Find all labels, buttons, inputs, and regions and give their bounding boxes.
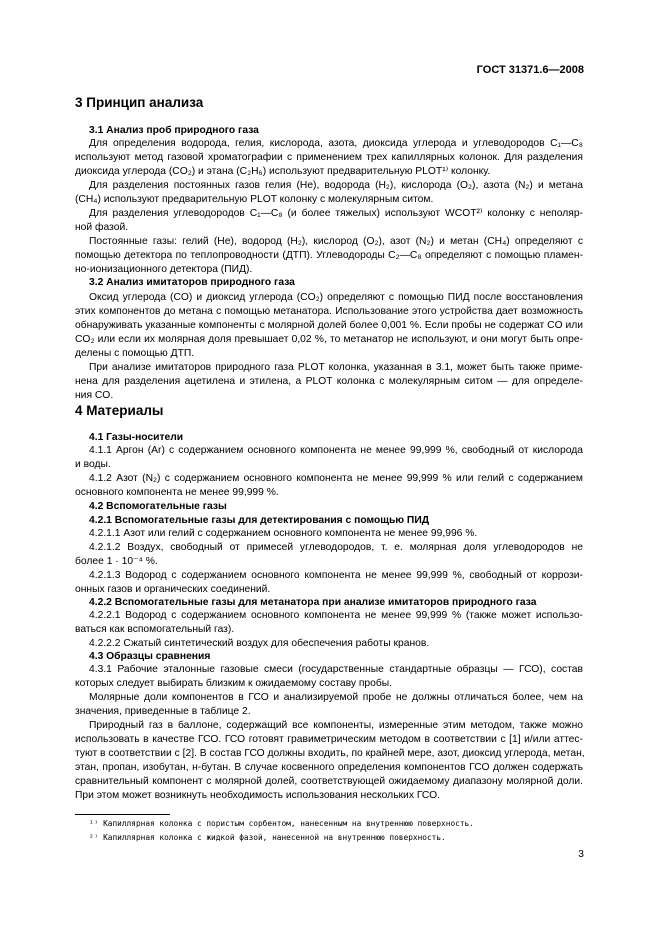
subsection-4-3-title: 4.3 Образцы сравнения — [89, 651, 211, 662]
subsection-4-2-title: 4.2 Вспомогательные газы — [89, 501, 227, 512]
subsection-4-1-title: 4.1 Газы-носители — [89, 432, 184, 443]
document-header: ГОСТ 31371.6—2008 — [476, 64, 584, 76]
paragraph-line: (CH₄) используют предварительную PLOT колонку с молекулярным ситом. — [75, 194, 434, 205]
subsection-3-1-title: 3.1 Анализ проб природного газа — [89, 125, 259, 136]
paragraph-line: Оксид углерода (CO) и диоксид углерода (CO₂) определяют с помощью ПИД после восстановления — [89, 292, 583, 303]
paragraph-line: 4.2.2.1 Водород с содержанием основного компонента не менее 99,999 % (также может использо- — [89, 610, 583, 621]
footnote-separator — [75, 814, 170, 815]
paragraph-line: ния CO. — [75, 390, 114, 401]
paragraph-line: Постоянные газы: гелий (He), водород (H₂), кислород (O₂), азот (N₂) и метан (CH₄) определяют с — [89, 236, 583, 247]
paragraph-line: 4.2.1.3 Водород с содержанием основного компонента не менее 99,999 %, свободный от коррози- — [89, 570, 583, 581]
paragraph-line: При анализе имитаторов природного газа PLOT колонка, указанная в 3.1, может быть также приме- — [89, 362, 583, 373]
paragraph-line: которых следует выбирать близким к ожидаемому составу пробы. — [75, 678, 393, 689]
paragraph-line: Природный газ в баллоне, содержащий все компоненты, измеренные этим методом, также можно — [89, 720, 583, 731]
paragraph-line: сравнительный компонент с молярной долей, соответствующей ожидаемому диапазону молярной доли. — [75, 776, 583, 787]
paragraph-line: используют метод газовой хроматографии с применением трех капиллярных колонок. Для разделения — [75, 152, 583, 163]
paragraph-line: использовать в качестве ГСО. ГСО готовят гравиметрическим методом в соответствии с [1] и/или аттес- — [75, 734, 583, 745]
paragraph-line: CO₂ или если их молярная доля превышает 0,02 %, то метанатор не используют, и они могут быть опре- — [75, 334, 583, 345]
paragraph-line: 4.1.1 Аргон (Ar) с содержанием основного компонента не менее 99,999 %, свободный от кислорода — [89, 445, 583, 456]
paragraph-line: более 1 · 10⁻⁴ %. — [75, 556, 158, 567]
paragraph-line: диоксида углерода (CO₂) и этана (C₂H₆) используют предварительную PLOT¹⁾ колонку. — [75, 166, 491, 177]
page-number: 3 — [578, 848, 584, 860]
subsection-3-2-title: 3.2 Анализ имитаторов природного газа — [89, 277, 295, 288]
subsection-4-2-1-title: 4.2.1 Вспомогательные газы для детектирования с помощью ПИД — [89, 515, 430, 526]
footnote-2: ²⁾ Капиллярная колонка с жидкой фазой, нанесенной на внутреннюю поверхность. — [89, 833, 446, 842]
paragraph-line: и воды. — [75, 459, 111, 470]
paragraph-line: нена для разделения ацетилена и этилена, а PLOT колонка с молекулярным ситом — для определе- — [75, 376, 583, 387]
paragraph-line: При этом может возникнуть необходимость использования нескольких ГСО. — [75, 790, 441, 801]
paragraph-line: но-ионизационного детектора (ПИД). — [75, 264, 253, 275]
paragraph-line: делены с помощью ДТП. — [75, 348, 195, 359]
paragraph-line: Для определения водорода, гелия, кислорода, азота, диоксида углерода и углеводородов C₁—C₈ — [89, 138, 583, 149]
paragraph-line: Для разделения углеводородов C₁—C₈ (и более тяжелых) используют WCOT²⁾ колонку с неполяр- — [89, 208, 583, 219]
paragraph-line: туют в соответствии с [2]. В состав ГСО должны входить, по крайней мере, азот, диоксид углерода, метан, — [75, 748, 585, 759]
paragraph-line: этих компонентов до метана с помощью метанатора. Использование этого устройства дает возможность — [75, 306, 583, 317]
paragraph-line: ной фазой. — [75, 222, 129, 233]
paragraph-line: онных газов и органических соединений. — [75, 584, 271, 595]
paragraph-line: Молярные доли компонентов в ГСО и анализируемой пробе не должны отличаться более, чем на — [89, 692, 583, 703]
paragraph-line: 4.2.1.1 Азот или гелий с содержанием основного компонента не менее 99,996 %. — [89, 528, 478, 539]
paragraph-line: 4.2.1.2 Воздух, свободный от примесей углеводородов, т. е. молярная доля углеводородов не — [89, 542, 583, 553]
paragraph-line: значения, приведенные в таблице 2. — [75, 706, 251, 717]
paragraph-line: 4.2.2.2 Сжатый синтетический воздух для обеспечения работы кранов. — [89, 638, 430, 649]
paragraph-line: ваться как вспомогательный газ). — [75, 624, 235, 635]
section-3-title: 3 Принцип анализа — [75, 95, 204, 110]
paragraph-line: основного компонента не менее 99,999 %. — [75, 487, 279, 498]
subsection-4-2-2-title: 4.2.2 Вспомогательные газы для метанатора при анализе имитаторов природного газа — [89, 597, 537, 608]
paragraph-line: 4.1.2 Азот (N₂) с содержанием основного компонента не менее 99,999 % или гелий с содержанием — [89, 473, 583, 484]
paragraph-line: помощью детектора по теплопроводности (ДТП). Углеводороды C₂—C₈ определяют с помощью пламен- — [75, 250, 583, 261]
paragraph-line: обнаруживать указанные компоненты с молярной долей более 0,001 %. Если пробы не содержат CO или — [75, 320, 583, 331]
footnote-1: ¹⁾ Капиллярная колонка с пористым сорбентом, нанесенным на внутреннюю поверхность. — [89, 819, 474, 828]
paragraph-line: 4.3.1 Рабочие эталонные газовые смеси (государственные стандартные образцы — ГСО), состав — [89, 664, 583, 675]
paragraph-line: Для разделения постоянных газов гелия (He), водорода (H₂), кислорода (O₂), азота (N₂) и метана — [89, 180, 583, 191]
section-4-title: 4 Материалы — [75, 403, 164, 418]
paragraph-line: этан, пропан, изобутан, н-бутан. В случае косвенного определения компонентов ГСО должен содержать — [75, 762, 583, 773]
